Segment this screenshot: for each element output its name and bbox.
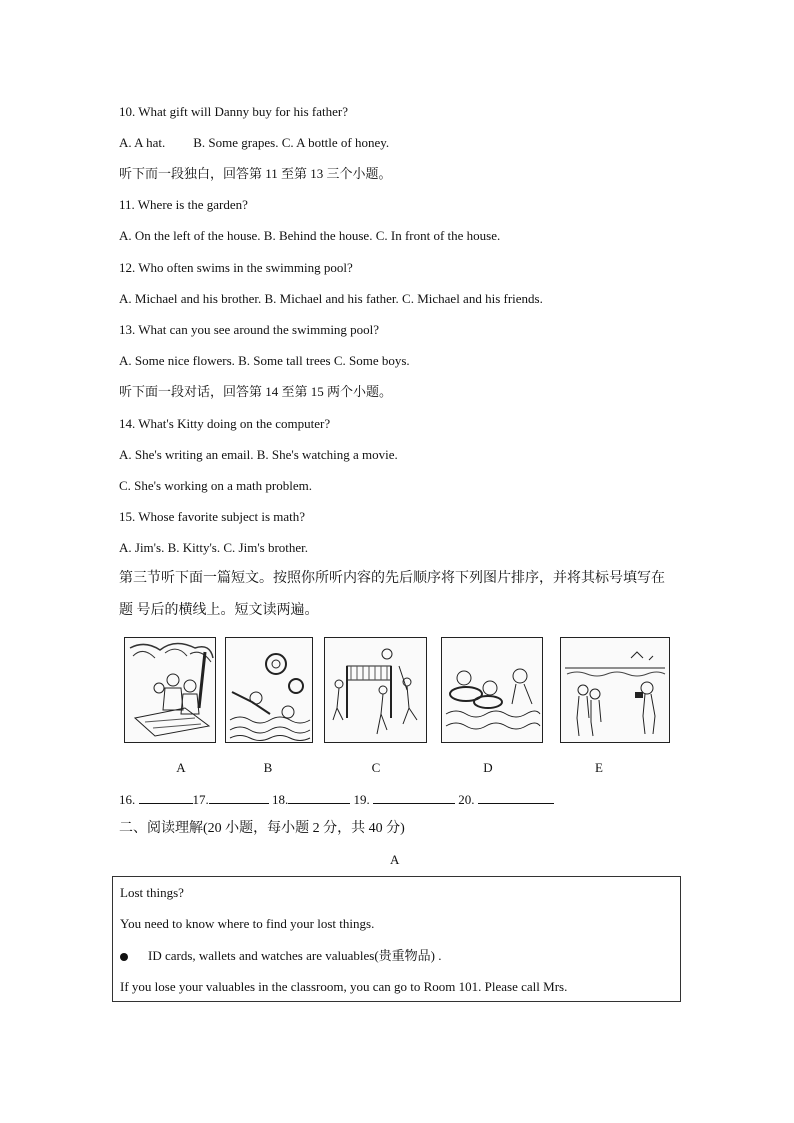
notice-title: Lost things? bbox=[120, 885, 184, 900]
volleyball-illustration bbox=[325, 638, 426, 742]
dialogue-instruction: 听下面一段对话，回答第 14 至第 15 两个小题。 bbox=[119, 384, 393, 399]
picnic-illustration bbox=[125, 638, 215, 742]
picture-d bbox=[441, 637, 543, 743]
reading-section-heading: 二、阅读理解(20 小题，每小题 2 分，共 40 分) bbox=[119, 821, 405, 836]
question-15-options: A. Jim's. B. Kitty's. C. Jim's brother. bbox=[119, 540, 309, 555]
picture-b bbox=[225, 637, 313, 743]
answer-20-blank[interactable] bbox=[478, 791, 554, 804]
question-14-options-ab: A. She's writing an email. B. She's watching a movie. bbox=[119, 447, 398, 462]
picture-label-a: A bbox=[176, 760, 186, 775]
picture-label-c: C bbox=[371, 760, 381, 775]
question-13: 13. What can you see around the swimming pool? bbox=[119, 322, 380, 337]
bullet-icon bbox=[120, 953, 128, 961]
answer-17-blank[interactable] bbox=[209, 791, 269, 804]
beach-photo-illustration bbox=[561, 638, 669, 742]
question-10: 10. What gift will Danny buy for his father? bbox=[119, 104, 349, 119]
option-bc: B. Some grapes. C. A bottle of honey. bbox=[193, 135, 390, 150]
answer-17-number: 17. bbox=[192, 792, 209, 807]
lost-things-notice bbox=[112, 876, 681, 1002]
water-play-illustration bbox=[442, 638, 542, 742]
notice-bullet-text: ID cards, wallets and watches are valuables(贵重物品) . bbox=[148, 948, 442, 963]
question-12: 12. Who often swims in the swimming pool? bbox=[119, 260, 353, 275]
answer-18-number: 18. bbox=[272, 792, 289, 807]
notice-line-1: You need to know where to find your lost things. bbox=[120, 916, 375, 931]
answer-16-number: 16. bbox=[119, 792, 136, 807]
picture-c bbox=[324, 637, 427, 743]
answer-16-blank[interactable] bbox=[139, 791, 193, 804]
question-13-options: A. Some nice flowers. B. Some tall trees C. Some boys. bbox=[119, 353, 410, 368]
passage-label: A bbox=[390, 852, 400, 867]
picture-label-b: B bbox=[263, 760, 273, 775]
answer-20-number: 20. bbox=[458, 792, 475, 807]
picture-label-d: D bbox=[483, 760, 493, 775]
answer-19-number: 19. bbox=[353, 792, 370, 807]
notice-line-2: If you lose your valuables in the classroom, you can go to Room 101. Please call Mrs. bbox=[120, 979, 568, 994]
picture-e bbox=[560, 637, 670, 743]
question-15: 15. Whose favorite subject is math? bbox=[119, 509, 306, 524]
swimming-illustration bbox=[226, 638, 312, 742]
picture-label-e: E bbox=[595, 760, 603, 775]
answer-blanks-row bbox=[119, 791, 554, 808]
question-11: 11. Where is the garden? bbox=[119, 197, 248, 212]
picture-a bbox=[124, 637, 216, 743]
question-14: 14. What's Kitty doing on the computer? bbox=[119, 416, 331, 431]
monologue-instruction: 听下而一段独白，回答第 11 至第 13 三个小题。 bbox=[119, 166, 392, 181]
section3-instruction-line1: 第三节听下面一篇短文。按照你所听内容的先后顺序将下列图片排序，并将其标号填写在 bbox=[119, 571, 665, 586]
question-11-options: A. On the left of the house. B. Behind the house. C. In front of the house. bbox=[119, 228, 501, 243]
answer-19-blank[interactable] bbox=[373, 791, 455, 804]
notice-bullet-item bbox=[120, 948, 441, 964]
question-12-options: A. Michael and his brother. B. Michael and his father. C. Michael and his friends. bbox=[119, 291, 543, 306]
section3-instruction-line2: 题 号后的横线上。短文读两遍。 bbox=[119, 603, 319, 618]
option-a: A. A hat. bbox=[119, 135, 166, 150]
question-14-option-c: C. She's working on a math problem. bbox=[119, 478, 312, 493]
question-10-options bbox=[119, 135, 389, 151]
answer-18-blank[interactable] bbox=[288, 791, 350, 804]
